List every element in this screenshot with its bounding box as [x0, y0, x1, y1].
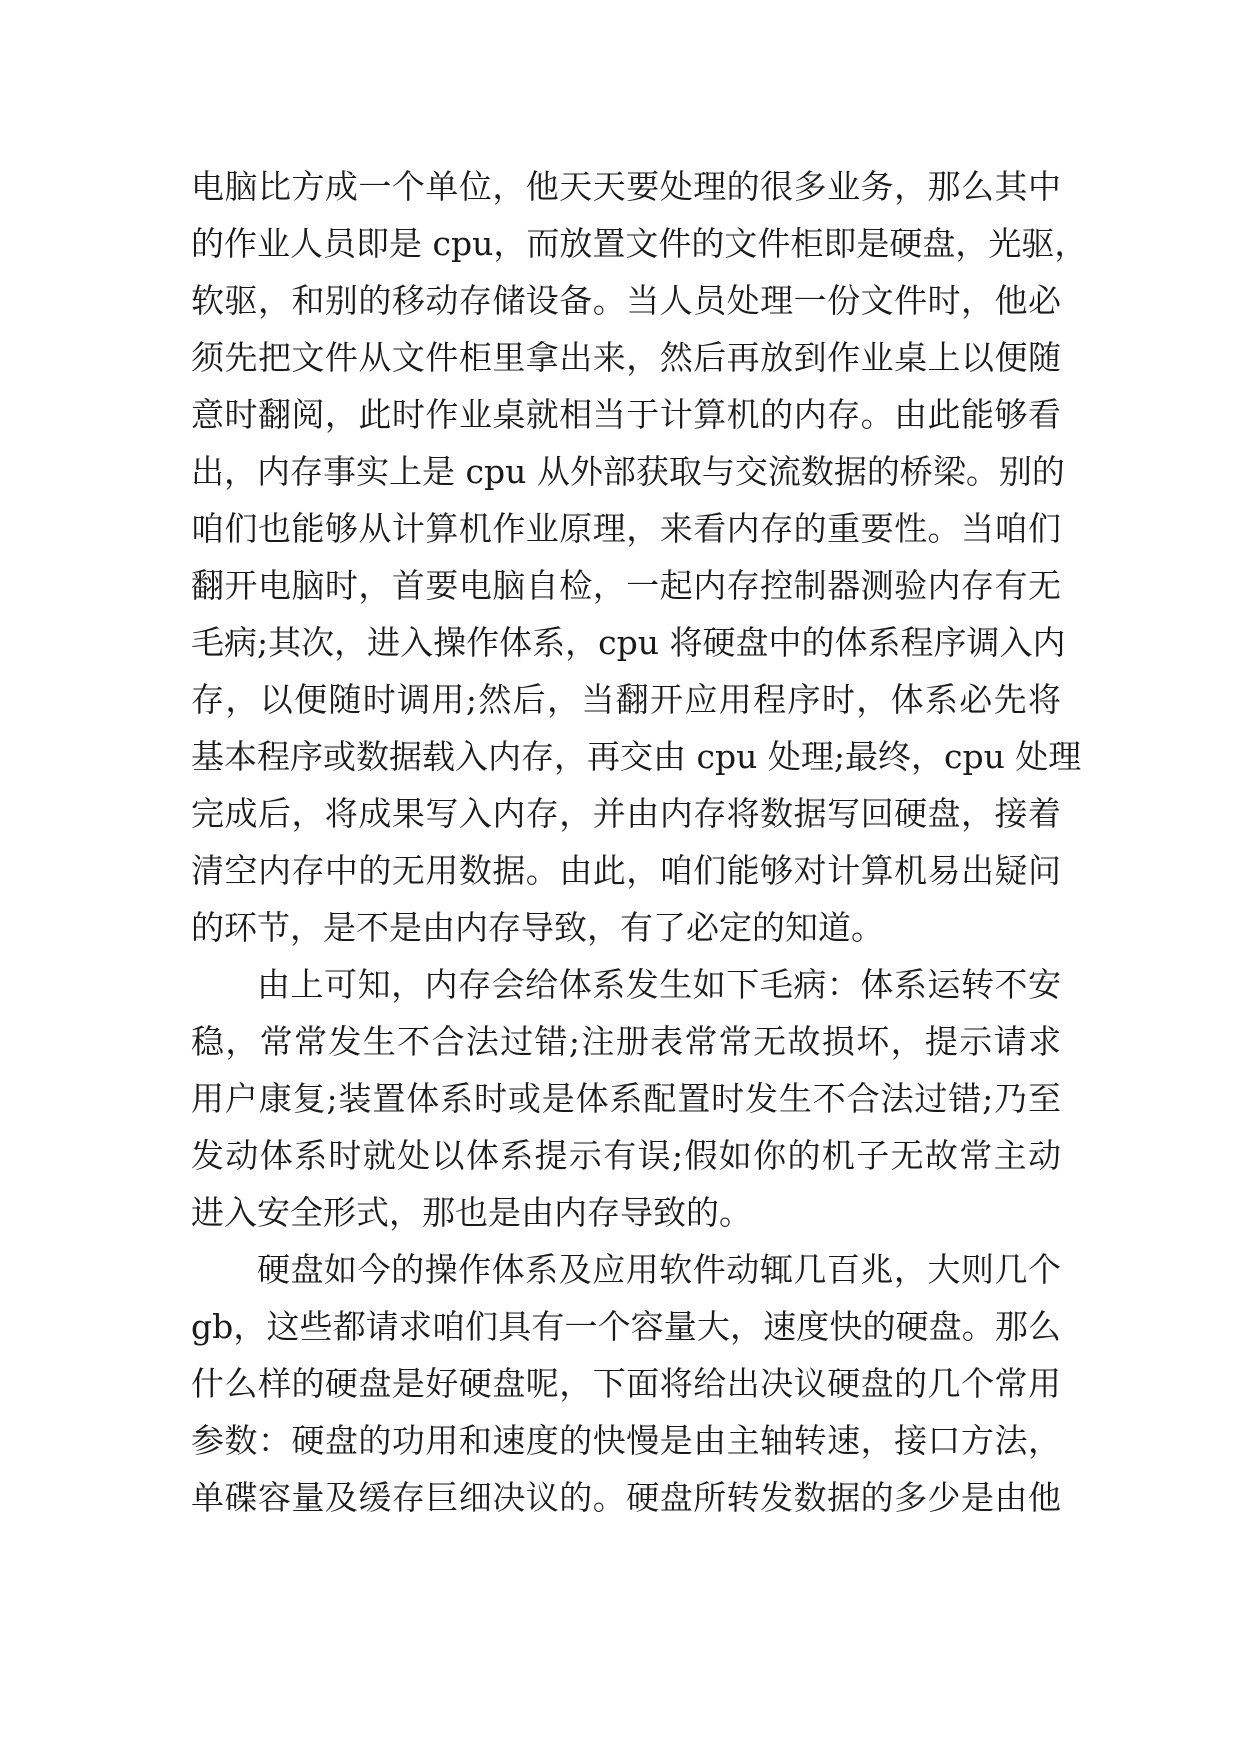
paragraph-hard-disk [191, 1241, 1061, 1526]
text-line: 毛病;其次，进入操作体系，cpu 将硬盘中的体系程序调入内 [191, 623, 1066, 662]
text-line: 完成后，将成果写入内存，并由内存将数据写回硬盘，接着 [191, 794, 1061, 833]
text-line: 基本程序或数据载入内存，再交由 cpu 处理;最终，cpu 处理 [191, 737, 1082, 776]
text-line: 咱们也能够从计算机作业原理，来看内存的重要性。当咱们 [191, 509, 1061, 548]
paragraph-memory-faults [191, 956, 1061, 1241]
text-line: 稳，常常发生不合法过错;注册表常常无故损坏，提示请求 [191, 1022, 1061, 1061]
text-line: 硬盘如今的操作体系及应用软件动辄几百兆，大则几个 [257, 1250, 1061, 1289]
text-line: 参数：硬盘的功用和速度的快慢是由主轴转速，接口方法， [191, 1421, 1061, 1460]
text-line: 意时翻阅，此时作业桌就相当于计算机的内存。由此能够看 [191, 395, 1061, 434]
text-line: gb，这些都请求咱们具有一个容量大，速度快的硬盘。那么 [191, 1307, 1061, 1346]
paragraph-memory-analogy [191, 158, 1088, 956]
text-line: 存，以便随时调用;然后，当翻开应用程序时，体系必先将 [191, 680, 1061, 719]
text-line: 的作业人员即是 cpu，而放置文件的文件柜即是硬盘，光驱， [191, 224, 1088, 263]
text-line: 须先把文件从文件柜里拿出来，然后再放到作业桌上以便随 [191, 338, 1061, 377]
text-line: 清空内存中的无用数据。由此，咱们能够对计算机易出疑问 [191, 851, 1061, 890]
text-line: 的环节，是不是由内存导致，有了必定的知道。 [191, 908, 884, 947]
text-line: 翻开电脑时，首要电脑自检，一起内存控制器测验内存有无 [191, 566, 1061, 605]
body-text [191, 158, 1088, 1526]
text-line: 用户康复;装置体系时或是体系配置时发生不合法过错;乃至 [191, 1079, 1061, 1118]
text-line: 软驱，和别的移动存储设备。当人员处理一份文件时，他必 [191, 281, 1061, 320]
text-line: 由上可知，内存会给体系发生如下毛病：体系运转不安 [257, 965, 1061, 1004]
text-line: 什么样的硬盘是好硬盘呢，下面将给出决议硬盘的几个常用 [191, 1364, 1061, 1403]
text-line: 发动体系时就处以体系提示有误;假如你的机子无故常主动 [191, 1136, 1061, 1175]
text-line: 进入安全形式，那也是由内存导致的。 [191, 1193, 752, 1232]
text-line: 电脑比方成一个单位，他天天要处理的很多业务，那么其中 [191, 167, 1061, 206]
text-line: 出，内存事实上是 cpu 从外部获取与交流数据的桥梁。别的 [191, 452, 1065, 491]
text-line: 单碟容量及缓存巨细决议的。硬盘所转发数据的多少是由他 [191, 1478, 1061, 1517]
